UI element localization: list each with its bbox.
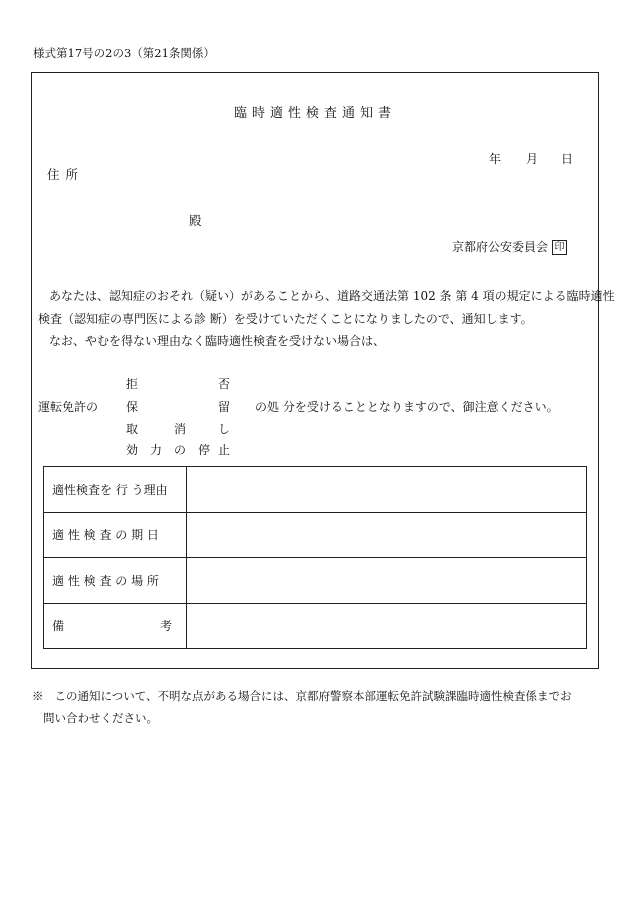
- note-line-2: 問い合わせください。: [43, 711, 158, 725]
- option-revocation-a: 取: [126, 422, 139, 436]
- form-number: 様式第17号の2の3（第21条関係）: [33, 46, 215, 60]
- option-stop-e: 止: [218, 443, 231, 457]
- remarks-label-left: 備: [52, 619, 65, 634]
- note-text-1: この通知について、不明な点がある場合には、京都府警察本部運転免許試験課臨時適性検査係までお: [54, 689, 572, 703]
- exam-date-label: 適 性 検 査 の 期 日: [44, 512, 187, 558]
- disposition-suffix: の処 分を受けることとなりますので、御注意ください。: [255, 400, 559, 414]
- table-row: [44, 558, 587, 604]
- address-label: 住所: [47, 167, 85, 182]
- body-line-2: 検査（認知症の専門医による診 断）を受けていただくことになりましたので、通知します。: [38, 312, 533, 326]
- table-row: [44, 603, 587, 649]
- date-month-label: 月: [526, 152, 539, 166]
- exam-date-value: [187, 512, 587, 558]
- option-stop-d: 停: [198, 443, 211, 457]
- table-row: [44, 512, 587, 558]
- info-table: [43, 466, 587, 649]
- remarks-label-right: 考: [159, 619, 172, 634]
- option-revocation-c: し: [218, 422, 231, 436]
- document-title: 臨時適性検査通知書: [233, 106, 396, 121]
- option-refusal-b: 否: [218, 377, 231, 391]
- issuer-name: 京都府公安委員会: [452, 240, 549, 254]
- exam-place-value: [187, 558, 587, 604]
- option-refusal-a: 拒: [126, 377, 139, 391]
- remarks-value: [187, 603, 587, 649]
- date-day-label: 日: [561, 152, 574, 166]
- option-stop-a: 効: [126, 443, 139, 457]
- honorific-dono: 殿: [189, 213, 202, 228]
- note-line-1: [32, 688, 572, 704]
- option-suspension-a: 保: [126, 400, 139, 414]
- option-stop-c: の: [174, 443, 187, 457]
- body-line-1: あなたは、認知症のおそれ（疑い）があることから、道路交通法第 102 条 第 4 項の規定による臨時適性: [49, 289, 615, 303]
- table-row: [44, 467, 587, 513]
- option-stop-b: 力: [150, 443, 163, 457]
- note-mark: ※: [32, 689, 44, 703]
- remarks-label: [44, 603, 187, 649]
- date-year-label: 年: [489, 152, 502, 166]
- option-suspension-b: 留: [218, 400, 231, 414]
- license-prefix: 運転免許の: [38, 400, 99, 414]
- issuer-line: [452, 238, 567, 255]
- reason-value: [187, 467, 587, 513]
- reason-label: 適性検査を 行 う理由: [44, 467, 187, 513]
- body-line-3: なお、やむを得ない理由なく臨時適性検査を受けない場合は、: [49, 334, 386, 348]
- seal-mark: 印: [552, 240, 567, 255]
- option-revocation-b: 消: [174, 422, 187, 436]
- exam-place-label: 適 性 検 査 の 場 所: [44, 558, 187, 604]
